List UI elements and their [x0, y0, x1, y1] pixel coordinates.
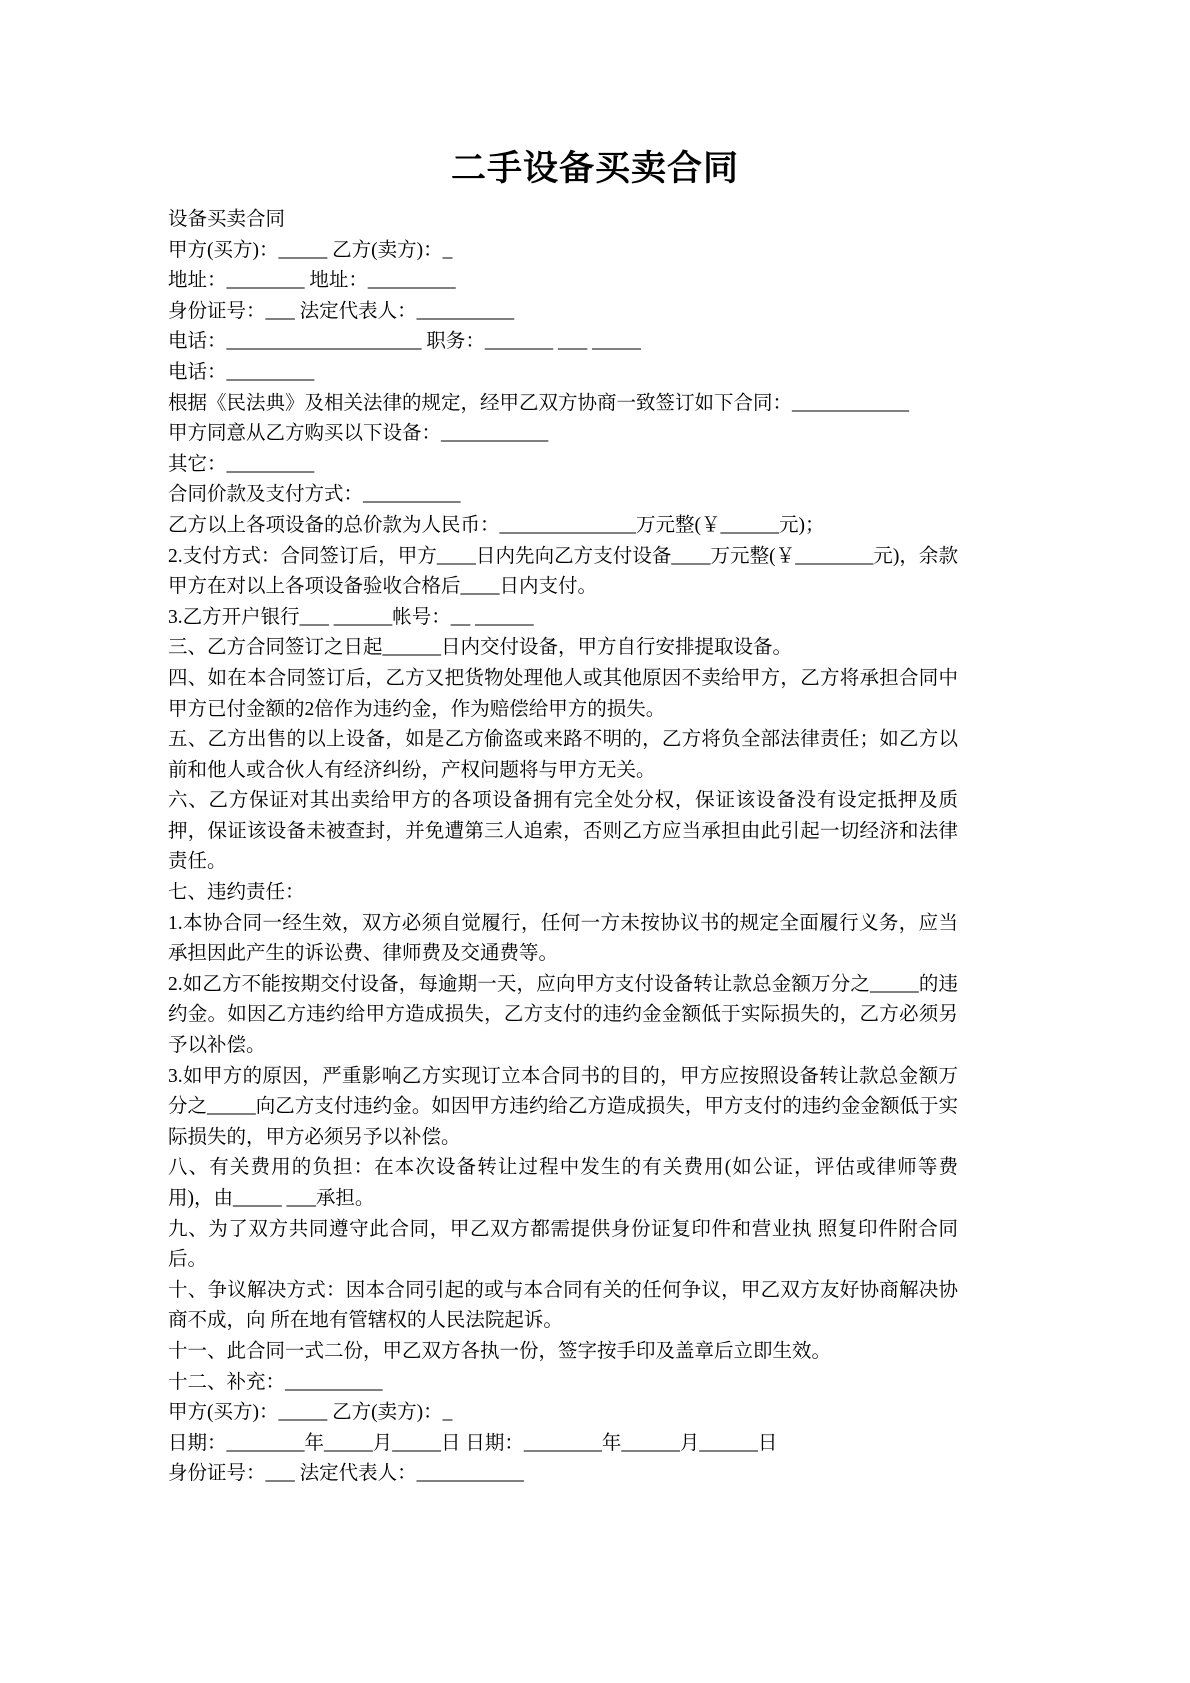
paragraph-clause-8: 八、有关费用的负担：在本次设备转让过程中发生的有关费用(如公证，评估或律师等费用)，由_____ ___承担。	[168, 1157, 958, 1209]
paragraph-phone-title: 电话：____________________ 职务：_______ ___ _____	[168, 331, 641, 353]
paragraph-subtitle: 设备买卖合同	[168, 209, 286, 230]
paragraph-agree-buy: 甲方同意从乙方购买以下设备：___________	[168, 423, 549, 445]
paragraph-clause-4: 四、如在本合同签订后，乙方又把货物处理他人或其他原因不卖给甲方，乙方将承担合同中甲方已付金额的2倍作为违约金，作为赔偿给甲方的损失。	[168, 667, 958, 720]
paragraph-parties: 甲方(买方)：_____ 乙方(卖方)：_	[168, 239, 453, 261]
paragraph-signature-dates: 日期：________年_____月_____日 日期：________年______月______日	[168, 1432, 778, 1454]
paragraph-legal-basis: 根据《民法典》及相关法律的规定，经甲乙双方协商一致签订如下合同：____________	[168, 392, 910, 414]
paragraph-other: 其它：_________	[168, 453, 315, 475]
paragraph-clause-3: 三、乙方合同签订之日起______日内交付设备，甲方自行安排提取设备。	[168, 637, 793, 659]
paragraph-clause-7-2: 2.如乙方不能按期交付设备，每逾期一天，应向甲方支付设备转让款总金额万分之_____的违约金。如因乙方违约给甲方造成损失，乙方支付的违约金金额低于实际损失的，乙方必须另予以补偿。	[168, 973, 958, 1057]
paragraph-clause-7-1: 1.本协合同一经生效，双方必须自觉履行，任何一方未按协议书的规定全面履行义务，应当承担因此产生的诉讼费、律师费及交通费等。	[168, 912, 958, 965]
paragraph-total-price: 乙方以上各项设备的总价款为人民币：______________万元整(￥______元)；	[168, 514, 825, 536]
paragraph-clause-7: 七、违约责任：	[168, 882, 305, 904]
paragraph-id-rep: 身份证号：___ 法定代表人：__________	[168, 300, 515, 322]
paragraph-signature-parties: 甲方(买方)：_____ 乙方(卖方)：_	[168, 1402, 453, 1424]
paragraph-phone2: 电话：_________	[168, 361, 315, 383]
document-body	[168, 205, 958, 1490]
paragraph-clause-5: 五、乙方出售的以上设备，如是乙方偷盗或来路不明的，乙方将负全部法律责任；如乙方以前和他人或合伙人有经济纠纷，产权问题将与甲方无关。	[168, 729, 958, 781]
page-title: 二手设备买卖合同	[450, 149, 739, 188]
paragraph-clause-10: 十、争议解决方式：因本合同引起的或与本合同有关的任何争议，甲乙双方友好协商解决协商不成，向 所在地有管辖权的人民法院起诉。	[168, 1279, 958, 1332]
paragraph-clause-12: 十二、补充：__________	[168, 1371, 383, 1393]
paragraph-clause-9: 九、为了双方共同遵守此合同，甲乙双方都需提供身份证复印件和营业执 照复印件附合同后。	[168, 1218, 958, 1271]
paragraph-payment-term: 2.支付方式：合同签订后，甲方____日内先向乙方支付设备____万元整(￥________元)，余款甲方在对以上各项设备验收合格后____日内支付。	[168, 545, 958, 598]
paragraph-address: 地址：________ 地址：_________	[168, 270, 456, 292]
paragraph-price-method: 合同价款及支付方式：__________	[168, 484, 461, 506]
paragraph-clause-7-3: 3.如甲方的原因，严重影响乙方实现订立本合同书的目的，甲方应按照设备转让款总金额万分之_____向乙方支付违约金。如因甲方违约给乙方造成损失，甲方支付的违约金金额低于实际损失的，甲方必须另予以补偿。	[168, 1065, 958, 1148]
paragraph-clause-11: 十一、此合同一式二份，甲乙双方各执一份，签字按手印及盖章后立即生效。	[168, 1340, 832, 1362]
paragraph-bank-account: 3.乙方开户银行___ ______帐号：__ ______	[168, 606, 534, 628]
paragraph-clause-6: 六、乙方保证对其出卖给甲方的各项设备拥有完全处分权，保证该设备没有设定抵押及质押，保证该设备未被查封，并免遭第三人追索，否则乙方应当承担由此引起一切经济和法律责任。	[168, 790, 958, 873]
paragraph-signature-id-rep: 身份证号：___ 法定代表人：___________	[168, 1463, 524, 1485]
